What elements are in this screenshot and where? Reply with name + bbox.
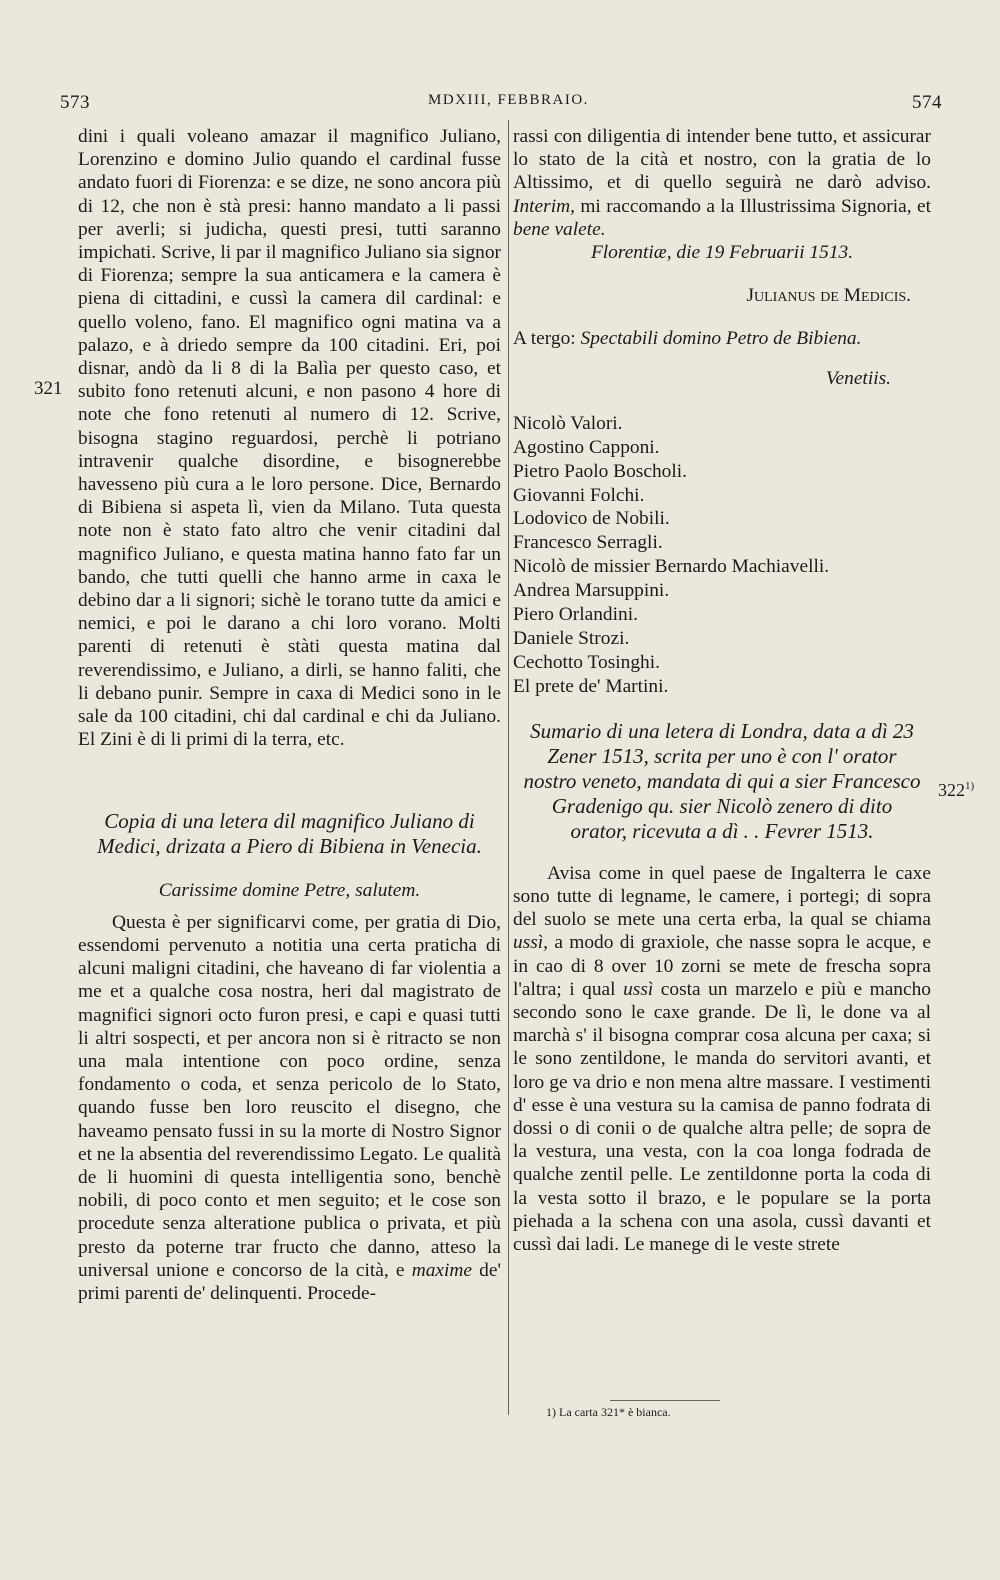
tergo-line bbox=[513, 327, 931, 350]
right-p2-italic-2: ussì bbox=[623, 978, 654, 1000]
right-p1-text-2: mi raccomando a la Illustrissima Signoria, et bbox=[574, 195, 931, 217]
right-p1-italic-1: Interim, bbox=[513, 195, 575, 217]
right-p2-text-1: Avisa come in quel paese de Ingalterra le caxe sono tutte di legname, le camere, i portegi; di sopra del suolo se mete una certa erba, la qual se chiama bbox=[513, 862, 931, 931]
right-column bbox=[513, 125, 931, 1256]
footnote: 1) La carta 321* è bianca. bbox=[546, 1405, 671, 1419]
name-list-item: Nicolò Valori. bbox=[513, 412, 623, 434]
name-list-item: Agostino Capponi. bbox=[513, 436, 660, 458]
footnote-rule bbox=[610, 1400, 720, 1401]
name-list-item: Piero Orlandini. bbox=[513, 604, 638, 626]
right-p2-text-3: costa un marzelo e più e mancho secondo sono le caxe grande. De lì, le done va al marchà s' il bisogna comprar cosa alcuna per caxa; si le sono zentildone, le manda do servitori avanti, et loro ge va drio e non mena altre massare. I vestimenti d' esse è una vestura su la camisa de panno fodrata di dossi o di conii o de qualche altra pelle; de sopra de la vestura, una vesta, con la coa longa fodrada de qualche zentil pelle. Le zentildonne porta la coda di la vesta sotto il brazo, e le populare se la porta piehada a la schena con una asola, cussì davanti et cussì dai ladi. Le manege di le veste strete bbox=[513, 978, 932, 1255]
tergo-address: Spectabili domino Petro de Bibiena. bbox=[580, 328, 862, 350]
right-margin-note bbox=[938, 780, 974, 801]
letter-salutation: Carissime domine Petre, salutem. bbox=[158, 880, 421, 902]
left-p2-text-2: de' primi parenti de' delinquenti. Procede- bbox=[78, 1259, 501, 1304]
name-list-item: Francesco Serragli. bbox=[513, 532, 663, 554]
left-p2-italic: maxime bbox=[411, 1259, 472, 1281]
left-column bbox=[78, 125, 501, 1305]
name-list-item: Pietro Paolo Boscholi. bbox=[513, 460, 687, 482]
left-paragraph-2 bbox=[78, 911, 501, 1305]
right-p2-italic-1: ussì, bbox=[513, 932, 549, 954]
name-list-item: Giovanni Folchi. bbox=[513, 484, 645, 506]
dateline: Florentiæ, die 19 Februarii 1513. bbox=[590, 242, 854, 264]
letter-heading: Copia di una letera dil magnifico Juliano di Medici, drizata a Piero di Bibiena in Venecia. bbox=[97, 809, 482, 859]
signature: Julianus de Medicis. bbox=[746, 285, 911, 307]
right-p1-italic-2: bene valete. bbox=[513, 218, 606, 240]
right-p1-text-1: rassi con diligentia di intender bene tutto, et assicurar lo stato de la cità et nostro, con la gratia de lo Altissimo, et di quello seguirà ne darò adviso. bbox=[513, 126, 931, 194]
column-divider bbox=[508, 120, 509, 1415]
name-list-item: Andrea Marsuppini. bbox=[513, 580, 670, 602]
right-page-number: 574 bbox=[912, 92, 942, 113]
name-list-item: El prete de' Martini. bbox=[513, 675, 669, 697]
right-p2-text-2: a modo di graxiole, che nasse sopra le acque, e in cao di 8 over 10 zorni se mete de frescha sopra l'altra; i qual bbox=[513, 932, 931, 1000]
tergo-label: A tergo: bbox=[513, 328, 581, 350]
right-margin-sup: 1) bbox=[965, 780, 975, 792]
left-paragraph-1: dini i quali voleano amazar il magnifico Juliano, Lorenzino e domino Julio quando el cardinal fusse andato fuori di Fiorenza: e se dize, ne sono ancora più di 12, che non è stà presi: hanno mandato a li passi per averli; si judicha, questi presi, tutti saranno impichati. Scrive, li par il magnifico Juliano sia signor di Fiorenza; sempre la sua anticamera e la camera è piena di cittadini, e cussì la camera dil cardinal: e quello voleno, fano. El magnifico ogni matina va a palazo, e à driedo sempre da 100 citadini. Eri, poi disnar, andò da li 8 di la Balìa per questo caso, et subito fono retenuti alcuni, e non pasono 4 hore di note che fono retenuti al numero di 12. Scrive, bisogna stagino reguardosi, perchè li potriano intravenir qualche disordine, e bisognerebbe havesseno più cura a le loro persone. Dice, Bernardo di Bibiena si aspeta lì, vien da Milano. Tuta questa note non è stato fato altro che venir citadini dal magnifico Juliano, e questa matina hanno fato far un bando, che tutti quelli che hanno arme in caxa le debino dar a li signori; sichè le torano tutte da amici e nemici, e poi le darano a chi loro vorano. Molti parenti di retenuti è stàti questa matina dal reverendissimo, e Juliano, a dirli, se hanno faliti, che li debano punir. Sempre in caxa di Medici sono in le sale da 100 citadini, chi dal cardinal e chi da Juliano. El Zini è di li primi di la terra, etc. bbox=[78, 126, 501, 751]
venetiis: Venetiis. bbox=[825, 367, 891, 389]
name-list-item: Lodovico de Nobili. bbox=[513, 508, 670, 530]
right-margin-number: 322 bbox=[938, 780, 965, 800]
right-paragraph-1 bbox=[513, 125, 931, 241]
left-p2-text-1: Questa è per significarvi come, per gratia di Dio, essendomi pervenuto a notitia una certa praticha di alcuni maligni citadini, che haveano di far violentia a me et a qualche cosa nostra, heri dal magistrato de magnifici signori octo furon presi, e capi e quasi tutti li altri sospecti, et per ancora non si è ritracto se non una mala intentione con poco ordine, senza fondamento o coda, et senza pericolo de lo Stato, quando fusse ben loro reuscito el disegno, che haveamo pensato fussi in su la morte di Nostro Signor et ne la absentia del reverendissimo Legato. Le qualità de li huomini di questa intelligentia sono, benchè nobili, di poco conto et men seguito; et le cose son procedute senza alteratione publica o privata, et più presto da poterne trar fructo che danno, atteso la universal unione e concorso de la cità, e bbox=[78, 911, 501, 1281]
left-page-number: 573 bbox=[60, 92, 90, 113]
names-list bbox=[513, 412, 931, 699]
sumario-heading: Sumario di una letera di Londra, data a dì 23 Zener 1513, scrita per uno è con l' orator nostro veneto, mandata di qui a sier Francesco Gradenigo qu. sier Nicolò zenero di dito orator, ricevuta a dì . . Fevrer 1513. bbox=[523, 718, 921, 843]
left-margin-note: 321 bbox=[34, 378, 63, 399]
name-list-item: Daniele Strozi. bbox=[513, 627, 630, 649]
right-paragraph-2 bbox=[513, 862, 931, 1256]
running-title: MDXIII, FEBBRAIO. bbox=[428, 92, 589, 108]
name-list-item: Cechotto Tosinghi. bbox=[513, 651, 660, 673]
name-list-item: Nicolò de missier Bernardo Machiavelli. bbox=[513, 556, 830, 578]
